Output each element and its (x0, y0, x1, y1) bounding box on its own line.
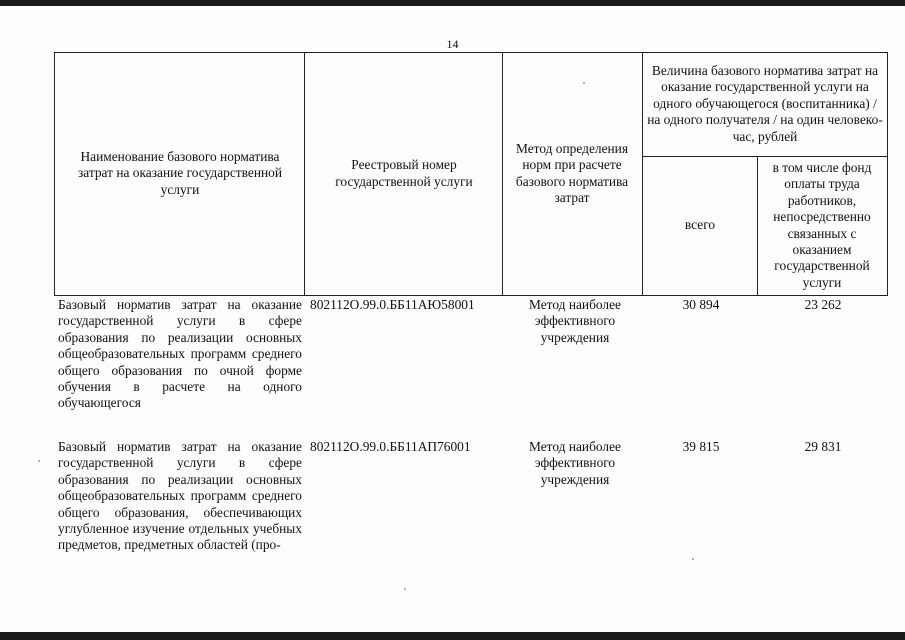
grid-line (54, 295, 888, 296)
scan-speck (404, 588, 406, 590)
row-2-total: 39 815 (682, 439, 720, 454)
page-number: 14 (446, 37, 459, 51)
row-2-method: Метод наиболее эффективного учреждения (529, 439, 621, 487)
row-2-labor-fund: 29 831 (804, 439, 842, 454)
row-1-method: Метод наиболее эффективного учреждения (529, 297, 621, 345)
grid-line (757, 156, 758, 295)
scan-bottom-border (0, 632, 905, 640)
scan-speck (583, 82, 585, 84)
cost-standard-table-header (54, 52, 887, 295)
row-1-total: 30 894 (682, 297, 720, 312)
header-value-group: Величина базового норматива затрат на оказание государственной услуги на одного обучающегося (воспитанника) / на одного получателя / на один человеко-час, рублей (647, 62, 883, 144)
row-1-service-name: Базовый норматив затрат на оказание государственной услуги в сфере образования по реализации основных общеобразовательных программ среднего общего образования по очной форме обучения в расчете на одного обучающегося (58, 297, 302, 411)
scan-speck (692, 558, 694, 560)
grid-line (502, 52, 503, 295)
grid-line (642, 52, 643, 295)
row-2-service-name: Базовый норматив затрат на оказание государственной услуги в сфере образования по реализации основных общеобразовательных программ среднего общего образования, обеспечивающих углубленное изучение отдельных учебных предметов, предметных областей (про- (58, 439, 302, 553)
grid-line (54, 52, 55, 295)
header-service-name: Наименование базового норматива затрат на оказание государственной услуги (77, 148, 283, 197)
header-registry-number: Реестровый номер государственной услуги (335, 157, 473, 189)
header-labor-fund: в том числе фонд оплаты труда работников, непосредственно связанных с оказанием государственной услуги (772, 159, 872, 290)
scan-top-border (0, 0, 905, 6)
scan-speck (38, 460, 40, 462)
grid-line (304, 52, 305, 295)
grid-line (887, 52, 888, 295)
header-total: всего (684, 217, 716, 233)
row-1-registry-number: 802112О.99.0.ББ11АЮ58001 (310, 297, 475, 312)
row-2-registry-number: 802112О.99.0.ББ11АП76001 (310, 439, 471, 454)
row-1-labor-fund: 23 262 (804, 297, 842, 312)
header-method: Метод определения норм при расчете базового норматива затрат (515, 140, 629, 205)
